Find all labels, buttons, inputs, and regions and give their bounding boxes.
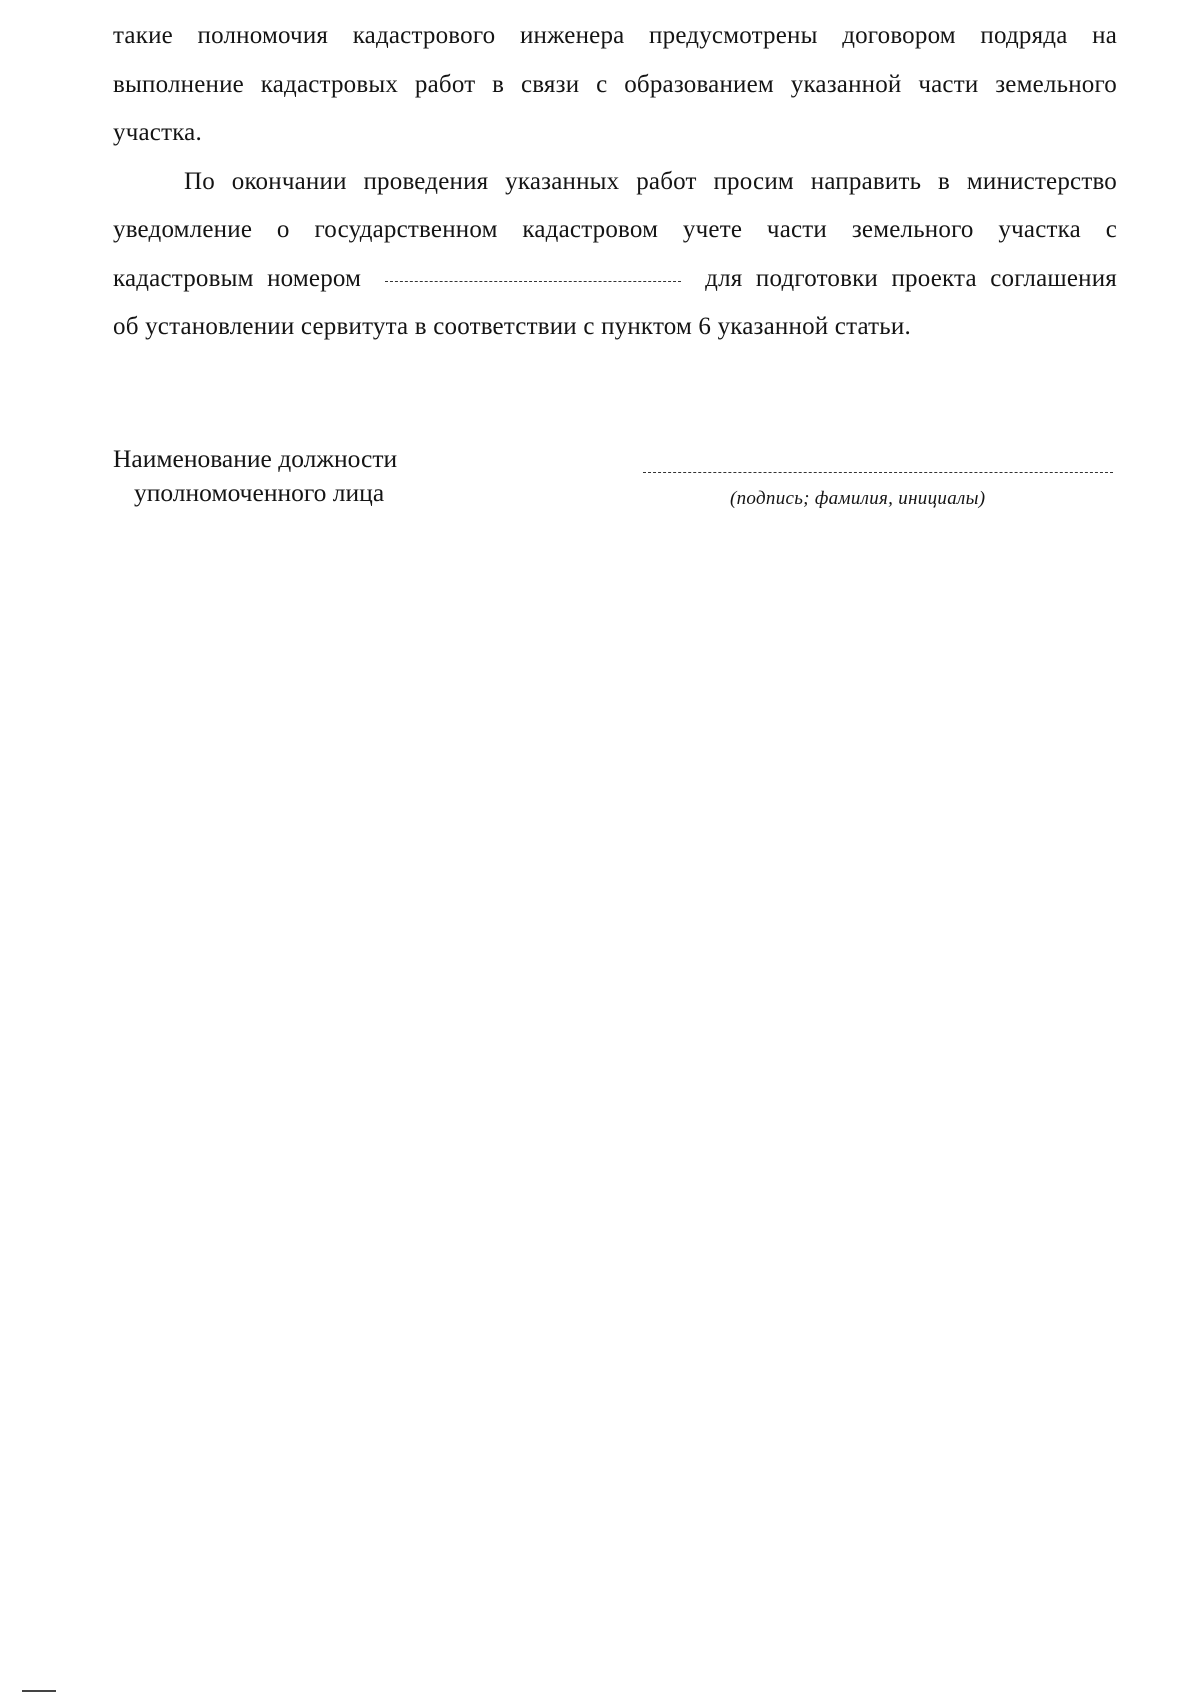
paragraph-continuation: такие полномочия кадастрового инженера предусмотрены договором подряда на выполнение кадастровых работ в связи с образованием указанной части земельного участка. bbox=[113, 22, 1117, 146]
paragraph-request-start: По окончании проведения указанных работ просим направить в министерство уведомление о государственном кадастровом учете части земельного участка с кадастровым номером bbox=[113, 167, 1117, 292]
document-body bbox=[113, 12, 1117, 352]
signature-blank-line bbox=[643, 471, 1113, 473]
cadastral-number-blank bbox=[385, 280, 681, 282]
position-title bbox=[113, 442, 397, 510]
position-title-line-2: уполномоченного лица bbox=[134, 478, 385, 507]
signature-block bbox=[113, 442, 1117, 532]
paragraph-request-end: для подготовки проекта соглашения об установлении сервитута в соответствии с пунктом 6 указанной статьи. bbox=[113, 264, 1117, 340]
paragraph-request bbox=[113, 158, 1117, 352]
position-title-line-1: Наименование должности bbox=[113, 444, 398, 473]
footnote-separator bbox=[22, 1690, 56, 1692]
signature-caption: (подпись; фамилия, инициалы) bbox=[730, 488, 986, 509]
